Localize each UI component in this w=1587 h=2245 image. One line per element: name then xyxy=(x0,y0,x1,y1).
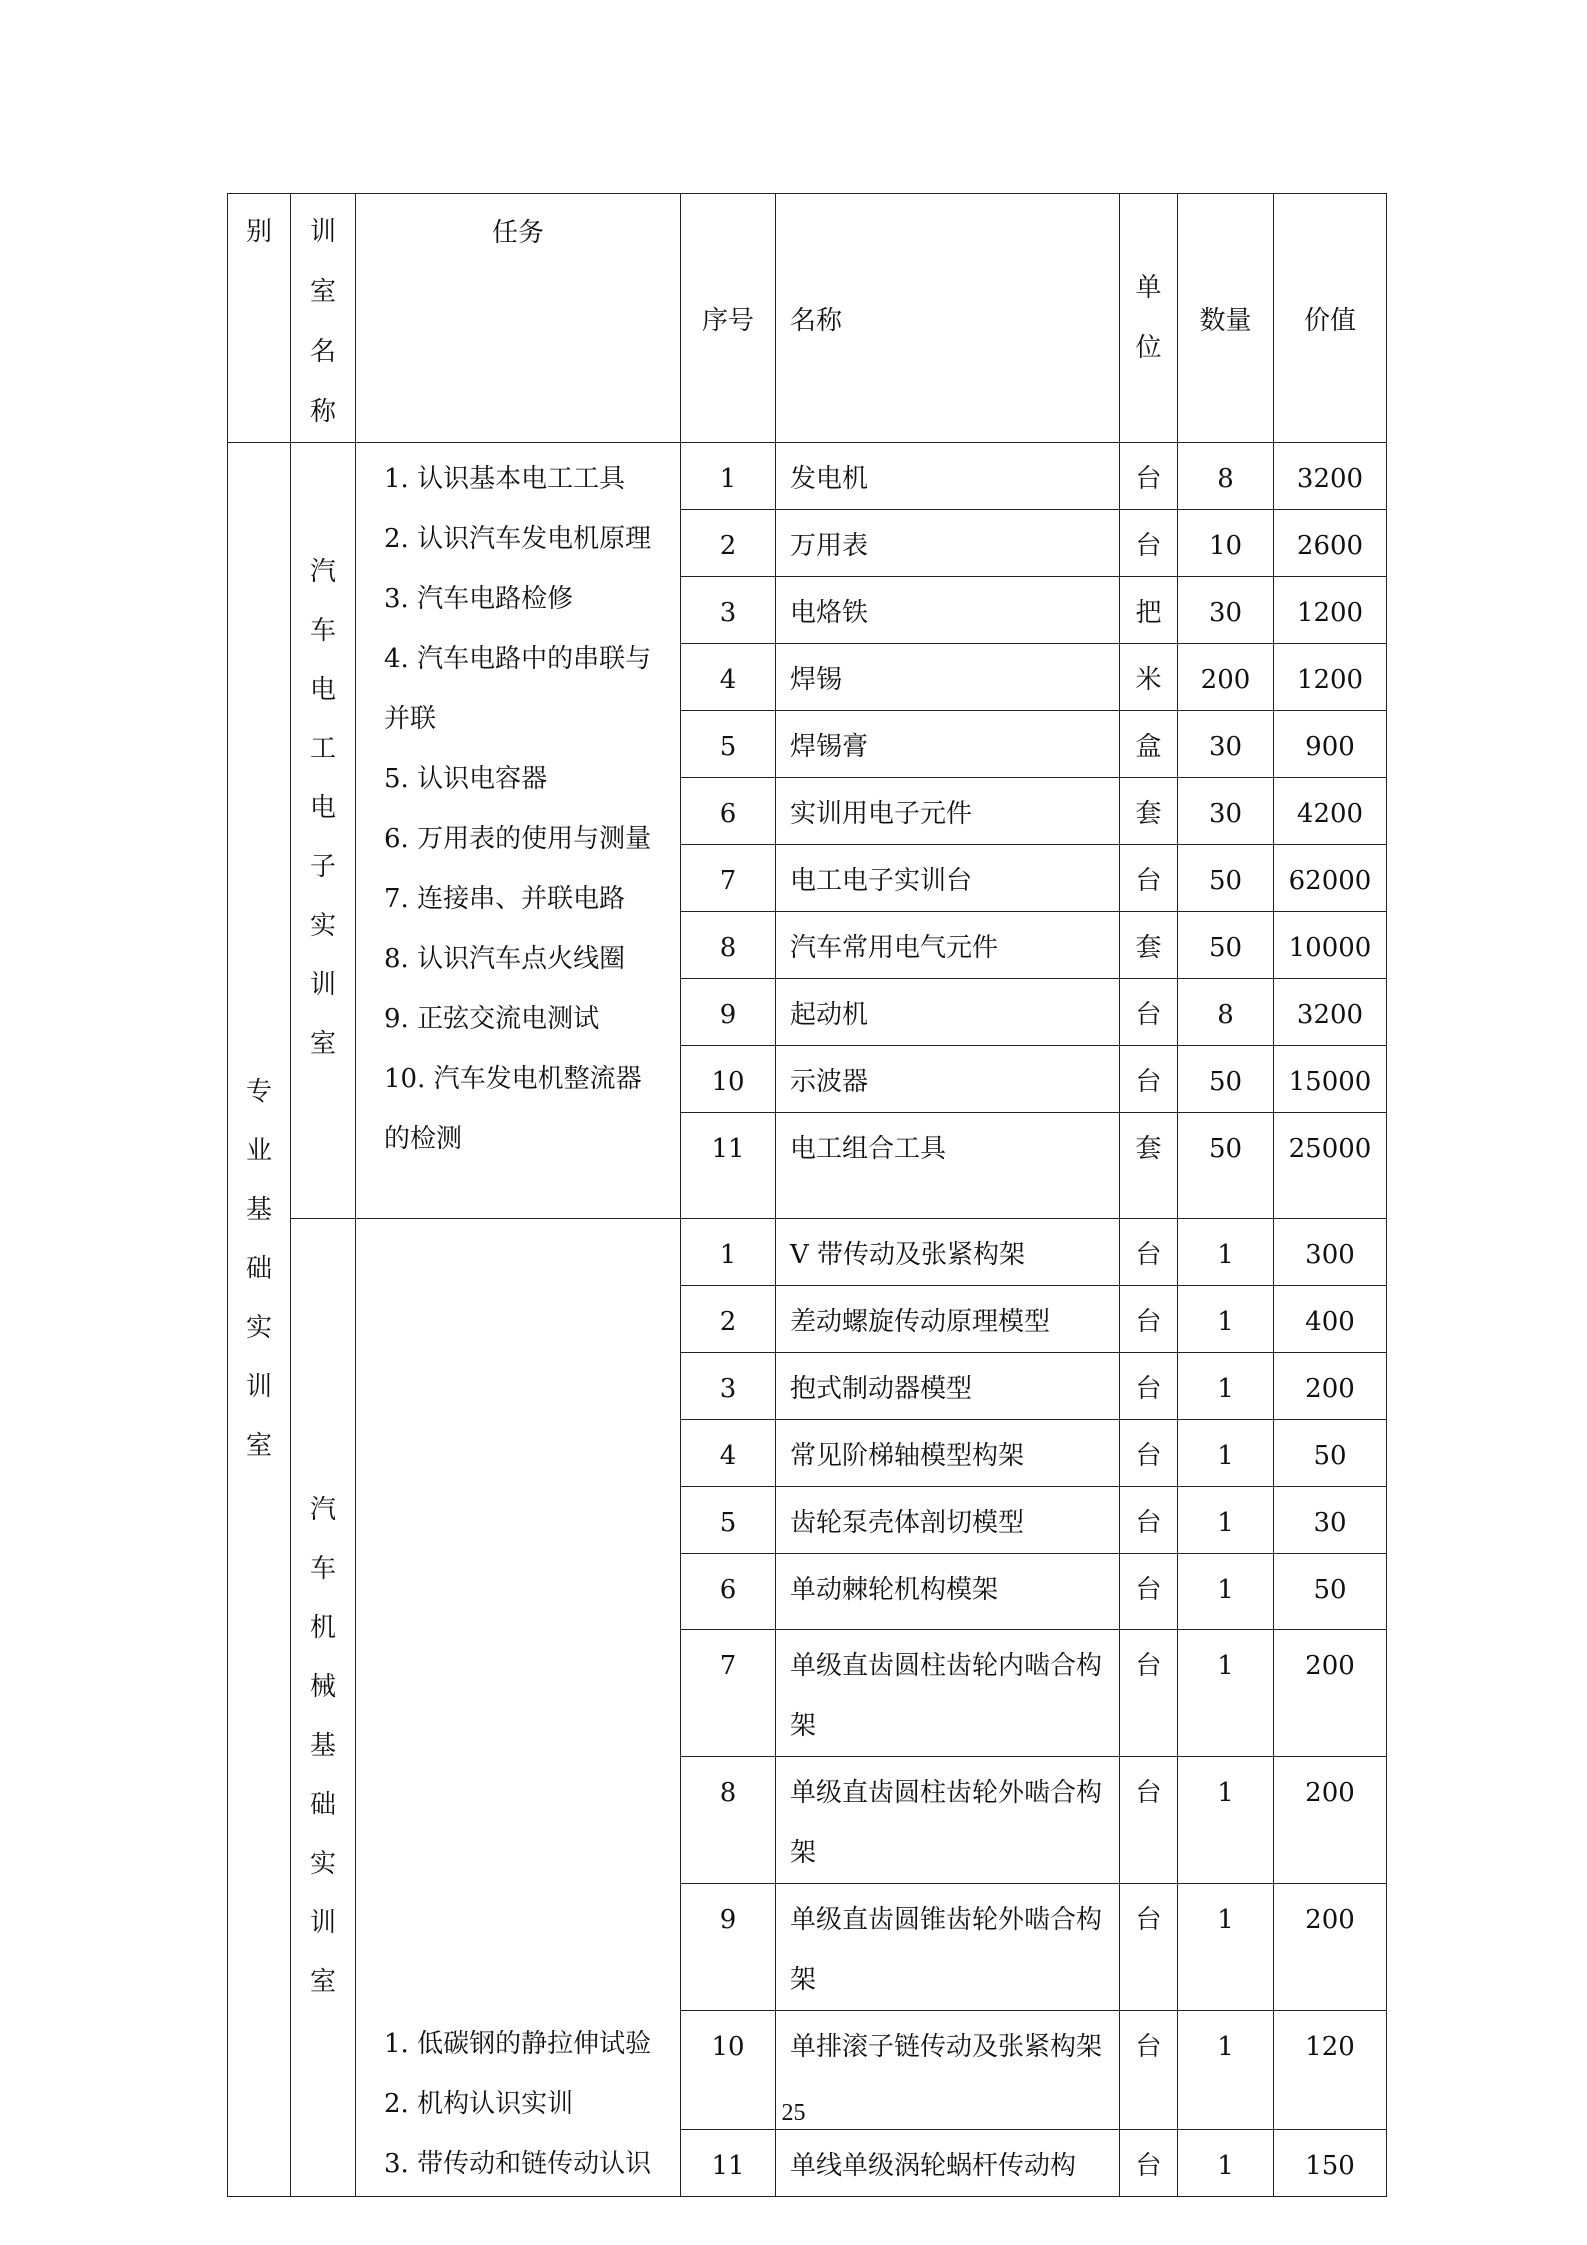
room2-name: 齿轮泵壳体剖切模型 xyxy=(776,1487,1120,1554)
room2-value: 200 xyxy=(1274,1757,1387,1884)
room1-unit: 盒 xyxy=(1120,711,1178,778)
room2-name: 单级直齿圆柱齿轮内啮合构架 xyxy=(776,1630,1120,1757)
room2-qty: 1 xyxy=(1178,1286,1274,1353)
room2-qty: 1 xyxy=(1178,1757,1274,1884)
room2-tasks xyxy=(356,1219,681,2197)
room1-qty: 8 xyxy=(1178,979,1274,1046)
room2-qty: 1 xyxy=(1178,1630,1274,1757)
room1-unit: 台 xyxy=(1120,443,1178,510)
room2-qty: 1 xyxy=(1178,2011,1274,2130)
room2-name: 单级直齿圆锥齿轮外啮合构架 xyxy=(776,1884,1120,2011)
room1-name: 万用表 xyxy=(776,510,1120,577)
room1-name: 焊锡 xyxy=(776,644,1120,711)
room1-qty: 30 xyxy=(1178,577,1274,644)
room1-seq: 9 xyxy=(681,979,776,1046)
room1-name: 实训用电子元件 xyxy=(776,778,1120,845)
task-item: 4. 汽车电路中的串联与 xyxy=(384,644,652,674)
room2-qty: 1 xyxy=(1178,1554,1274,1630)
room2-name: 单动棘轮机构模架 xyxy=(776,1554,1120,1630)
room1-unit: 米 xyxy=(1120,644,1178,711)
room2-seq: 1 xyxy=(681,1219,776,1286)
room1-qty: 50 xyxy=(1178,845,1274,912)
room1-value: 10000 xyxy=(1274,912,1387,979)
room1-value: 62000 xyxy=(1274,845,1387,912)
room2-unit: 台 xyxy=(1120,1420,1178,1487)
room2-name: 差动螺旋传动原理模型 xyxy=(776,1286,1120,1353)
room2-unit: 台 xyxy=(1120,1219,1178,1286)
room1-qty: 50 xyxy=(1178,1113,1274,1219)
header-tasks: 任务 xyxy=(356,194,681,443)
room1-name: 起动机 xyxy=(776,979,1120,1046)
room1-name: 电烙铁 xyxy=(776,577,1120,644)
room1-qty: 30 xyxy=(1178,711,1274,778)
room1-value: 15000 xyxy=(1274,1046,1387,1113)
room2-unit: 台 xyxy=(1120,1884,1178,2011)
task-item: 2. 认识汽车发电机原理 xyxy=(384,524,652,554)
room1-name: 焊锡膏 xyxy=(776,711,1120,778)
room1-seq: 3 xyxy=(681,577,776,644)
room1-unit: 把 xyxy=(1120,577,1178,644)
room2-value: 200 xyxy=(1274,1884,1387,2011)
room2-unit: 台 xyxy=(1120,2011,1178,2130)
task-item: 1. 低碳钢的静拉伸试验 xyxy=(384,2029,652,2059)
room2-qty: 1 xyxy=(1178,1353,1274,1420)
room2-name: V 带传动及张紧构架 xyxy=(776,1219,1120,1286)
category-cell: 专业基础实训室 xyxy=(228,443,291,2197)
room1-name: 发电机 xyxy=(776,443,1120,510)
room1-qty: 50 xyxy=(1178,912,1274,979)
room1-value: 3200 xyxy=(1274,979,1387,1046)
room2-value: 400 xyxy=(1274,1286,1387,1353)
room2-unit: 台 xyxy=(1120,2130,1178,2197)
room2-name: 单线单级涡轮蜗杆传动构 xyxy=(776,2130,1120,2197)
room2-value: 50 xyxy=(1274,1420,1387,1487)
room2-qty: 1 xyxy=(1178,1420,1274,1487)
task-item: 10. 汽车发电机整流器 xyxy=(384,1064,642,1094)
table-row xyxy=(228,443,1387,510)
room1-tasks xyxy=(356,443,681,1219)
room2-unit: 台 xyxy=(1120,1286,1178,1353)
room1-unit: 台 xyxy=(1120,845,1178,912)
room2-value: 200 xyxy=(1274,1353,1387,1420)
room2-seq: 7 xyxy=(681,1630,776,1757)
task-item: 2. 机构认识实训 xyxy=(384,2089,574,2119)
room1-name: 汽车常用电气元件 xyxy=(776,912,1120,979)
header-seq: 序号 xyxy=(681,194,776,443)
room2-name: 单排滚子链传动及张紧构架 xyxy=(776,2011,1120,2130)
room2-seq: 10 xyxy=(681,2011,776,2130)
room2-seq: 9 xyxy=(681,1884,776,2011)
room1-seq: 5 xyxy=(681,711,776,778)
equipment-table xyxy=(227,193,1387,2197)
room2-value: 150 xyxy=(1274,2130,1387,2197)
room2-unit: 台 xyxy=(1120,1554,1178,1630)
room1-qty: 200 xyxy=(1178,644,1274,711)
header-row xyxy=(228,194,1387,443)
room2-value: 300 xyxy=(1274,1219,1387,1286)
room1-unit: 台 xyxy=(1120,979,1178,1046)
header-value: 价值 xyxy=(1274,194,1387,443)
room2-name: 汽车机械基础实训室 xyxy=(291,1219,356,2197)
room2-unit: 台 xyxy=(1120,1757,1178,1884)
task-item: 7. 连接串、并联电路 xyxy=(384,884,626,914)
task-item: 8. 认识汽车点火线圈 xyxy=(384,944,626,974)
room1-qty: 8 xyxy=(1178,443,1274,510)
room1-seq: 6 xyxy=(681,778,776,845)
room1-seq: 2 xyxy=(681,510,776,577)
header-qty: 数量 xyxy=(1178,194,1274,443)
room2-seq: 6 xyxy=(681,1554,776,1630)
room1-qty: 50 xyxy=(1178,1046,1274,1113)
room2-value: 30 xyxy=(1274,1487,1387,1554)
room1-name: 电工组合工具 xyxy=(776,1113,1120,1219)
room1-unit: 台 xyxy=(1120,510,1178,577)
room1-value: 1200 xyxy=(1274,577,1387,644)
room2-name: 常见阶梯轴模型构架 xyxy=(776,1420,1120,1487)
room2-value: 120 xyxy=(1274,2011,1387,2130)
header-name: 名称 xyxy=(776,194,1120,443)
room1-seq: 7 xyxy=(681,845,776,912)
room1-value: 25000 xyxy=(1274,1113,1387,1219)
task-item: 并联 xyxy=(384,704,437,734)
room2-qty: 1 xyxy=(1178,1884,1274,2011)
room2-seq: 2 xyxy=(681,1286,776,1353)
room1-seq: 4 xyxy=(681,644,776,711)
header-category: 别 xyxy=(228,194,291,443)
room1-seq: 1 xyxy=(681,443,776,510)
room1-unit: 套 xyxy=(1120,1113,1178,1219)
room1-value: 4200 xyxy=(1274,778,1387,845)
room1-seq: 8 xyxy=(681,912,776,979)
room2-qty: 1 xyxy=(1178,2130,1274,2197)
room2-qty: 1 xyxy=(1178,1487,1274,1554)
room1-seq: 11 xyxy=(681,1113,776,1219)
room2-seq: 4 xyxy=(681,1420,776,1487)
room2-unit: 台 xyxy=(1120,1630,1178,1757)
header-unit: 单位 xyxy=(1120,194,1178,443)
header-room: 训室名称 xyxy=(291,194,356,443)
room1-unit: 台 xyxy=(1120,1046,1178,1113)
task-item: 6. 万用表的使用与测量 xyxy=(384,824,652,854)
room1-name: 汽车电工电子实训室 xyxy=(291,443,356,1219)
room2-name: 单级直齿圆柱齿轮外啮合构架 xyxy=(776,1757,1120,1884)
room1-unit: 套 xyxy=(1120,778,1178,845)
room2-seq: 5 xyxy=(681,1487,776,1554)
task-item: 1. 认识基本电工工具 xyxy=(384,464,626,494)
room1-value: 900 xyxy=(1274,711,1387,778)
task-item: 5. 认识电容器 xyxy=(384,764,548,794)
room2-value: 50 xyxy=(1274,1554,1387,1630)
room1-seq: 10 xyxy=(681,1046,776,1113)
room2-name: 抱式制动器模型 xyxy=(776,1353,1120,1420)
task-item: 的检测 xyxy=(384,1124,463,1154)
room1-name: 电工电子实训台 xyxy=(776,845,1120,912)
room1-name: 示波器 xyxy=(776,1046,1120,1113)
room2-seq: 8 xyxy=(681,1757,776,1884)
room1-qty: 10 xyxy=(1178,510,1274,577)
task-item: 3. 带传动和链传动认识 xyxy=(384,2149,652,2179)
task-item: 3. 汽车电路检修 xyxy=(384,584,574,614)
table-row xyxy=(228,1219,1387,1286)
room1-value: 2600 xyxy=(1274,510,1387,577)
room1-qty: 30 xyxy=(1178,778,1274,845)
task-item: 9. 正弦交流电测试 xyxy=(384,1004,600,1034)
page-number: 25 xyxy=(781,2100,806,2126)
room1-value: 3200 xyxy=(1274,443,1387,510)
room2-value: 200 xyxy=(1274,1630,1387,1757)
room2-unit: 台 xyxy=(1120,1353,1178,1420)
room2-seq: 3 xyxy=(681,1353,776,1420)
room2-unit: 台 xyxy=(1120,1487,1178,1554)
room2-seq: 11 xyxy=(681,2130,776,2197)
room2-qty: 1 xyxy=(1178,1219,1274,1286)
room1-value: 1200 xyxy=(1274,644,1387,711)
room1-unit: 套 xyxy=(1120,912,1178,979)
